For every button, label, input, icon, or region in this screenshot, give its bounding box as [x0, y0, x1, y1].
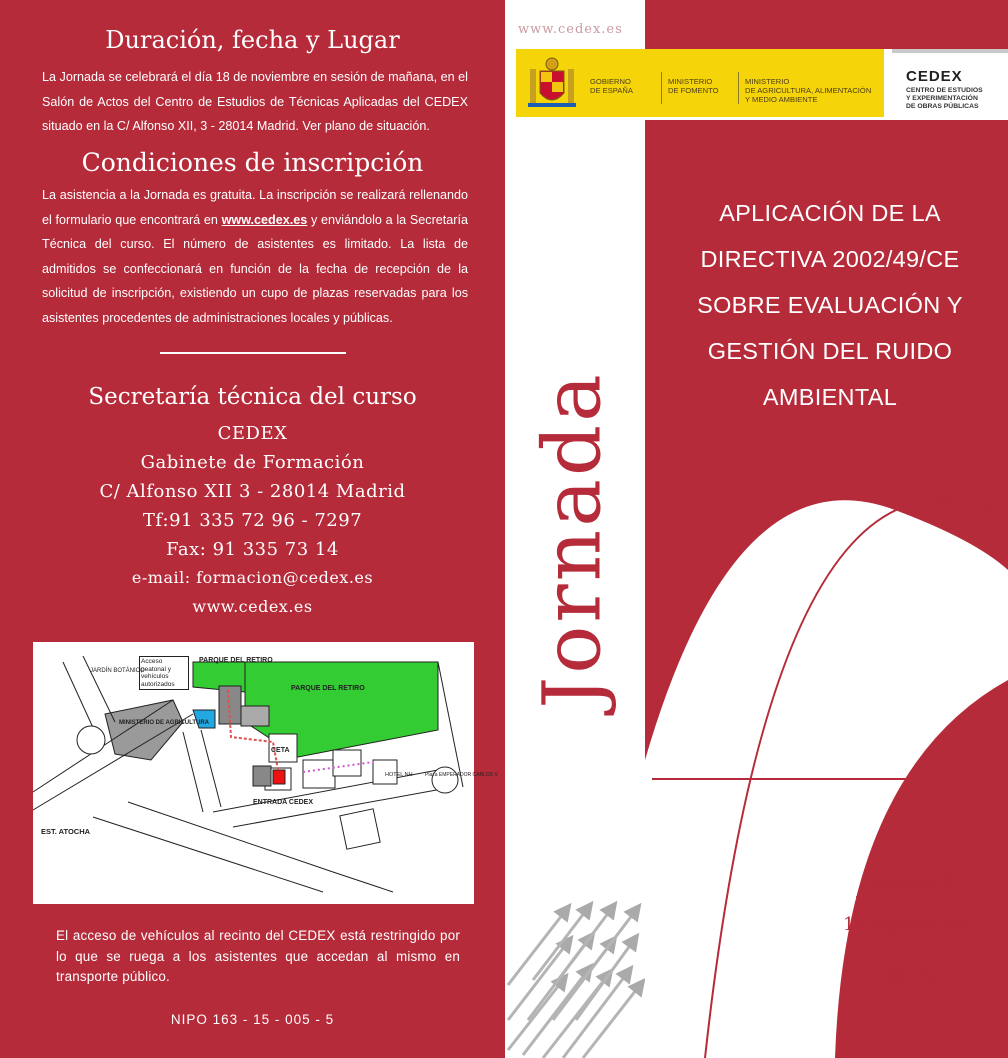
map-label-ministerio: MINISTERIO DE AGRICULTURA — [119, 720, 209, 726]
cedex-link[interactable]: www.cedex.es — [221, 212, 308, 227]
cedex-location-marker — [273, 770, 285, 784]
fomento-line2: DE FOMENTO — [668, 86, 719, 95]
cedex-sub-line1: CENTRO DE ESTUDIOS — [906, 87, 983, 94]
location-map — [33, 642, 498, 904]
divider — [160, 352, 346, 354]
fomento-line1: MINISTERIO — [668, 77, 713, 86]
secretaria-web[interactable]: www.cedex.es — [192, 597, 313, 616]
map-label-ceta: CETA — [271, 747, 290, 754]
secretaria-fax: Fax: 91 335 73 14 — [166, 539, 339, 560]
map-label-hotel: HOTEL NH — [385, 772, 413, 778]
agricultura-line3: Y MEDIO AMBIENTE — [745, 95, 818, 104]
horizontal-rule — [652, 778, 1008, 780]
event-date: 18 Noviembre — [843, 914, 973, 935]
logo-separator — [738, 72, 739, 104]
ministry-building — [105, 700, 183, 760]
event-city: Madrid — [869, 870, 951, 894]
map-label-jardin: JARDÍN BOTÁNICO — [90, 668, 145, 674]
secretaria-dept: Gabinete de Formación — [140, 452, 365, 473]
map-label-entrada: ENTRADA CEDEX — [253, 799, 314, 806]
strip-url[interactable]: www.cedex.es — [518, 22, 623, 37]
inscripcion-text-part2: y enviándolo a la Secretaría Técnica del curso. El número de asistentes es limitado. La lista de admitidos se confeccionará en función de la fecha de recepción de la solicitud de inscripción, existiendo un cupo de plazas reservadas para los asistentes procedentes de administraciones locales y públicas. — [42, 212, 468, 325]
event-title-line4: GESTIÓN DEL RUIDO — [707, 338, 953, 364]
cedex-sub-line2: Y EXPERIMENTACIÓN — [906, 95, 978, 102]
arrows-decoration — [508, 880, 648, 1058]
cedex-sub-line3: DE OBRAS PÚBLICAS — [906, 103, 979, 110]
inscripcion-text-part1: La asistencia a la Jornada es gratuita. La inscripción se realizará rellenando el formulario que encontrará en — [42, 188, 468, 227]
gobierno-text — [590, 77, 633, 95]
secretaria-phone: Tf:91 335 72 96 - 7297 — [142, 510, 363, 531]
secretaria-email[interactable]: e-mail: formacion@cedex.es — [131, 568, 374, 587]
agricultura-text — [745, 77, 871, 104]
event-year: 2015 — [883, 966, 937, 988]
map-label-plaza: Plaza EMPERADOR CARLOS V — [425, 772, 498, 778]
map-label-atocha: EST. ATOCHA — [41, 827, 91, 836]
secretaria-address: C/ Alfonso XII 3 - 28014 Madrid — [99, 481, 406, 502]
fomento-text — [668, 77, 719, 95]
section-duracion-title: Duración, fecha y Lugar — [105, 26, 400, 54]
section-inscripcion-title: Condiciones de inscripción — [81, 148, 424, 177]
event-title-line5: AMBIENTAL — [762, 384, 898, 410]
cedex-logo: CEDEX — [906, 68, 963, 85]
event-title-line1: APLICACIÓN DE LA — [719, 200, 941, 226]
event-title-line3: SOBRE EVALUACIÓN Y — [697, 292, 963, 318]
section-duracion-text: La Jornada se celebrará el día 18 de noviembre en sesión de mañana, en el Salón de Actos del Centro de Estudios de Técnicas Aplicadas del CEDEX situado en la C/ Alfonso XII, 3 - 28014 Madrid. Ver plano de situación. — [42, 70, 468, 133]
city-underline — [856, 896, 948, 897]
gobierno-line1: GOBIERNO — [590, 77, 631, 86]
logo-separator — [661, 72, 662, 104]
map-label-parque2: PARQUE DEL RETIRO — [291, 685, 365, 692]
coat-of-arms-icon — [524, 55, 580, 111]
secretaria-title: Secretaría técnica del curso — [88, 384, 417, 410]
event-title — [660, 190, 1000, 420]
secretaria-org: CEDEX — [217, 423, 288, 444]
map-label-parque1: PARQUE DEL RETIRO — [199, 657, 273, 664]
agricultura-line2: DE AGRICULTURA, ALIMENTACIÓN — [745, 86, 872, 95]
gobierno-line2: DE ESPAÑA — [590, 86, 633, 95]
vehicle-access-note: El acceso de vehículos al recinto del CEDEX está restringido por lo que se ruega a los asistentes que accedan al mismo en transporte público. — [56, 928, 460, 984]
agricultura-line1: MINISTERIO — [745, 77, 790, 86]
event-title-line2: DIRECTIVA 2002/49/CE — [700, 246, 960, 272]
jornada-vertical-title: Jornada — [525, 371, 619, 709]
cedex-subtitle — [906, 87, 983, 111]
map-label-acceso: Acceso peatonal y vehículos autorizados — [139, 656, 189, 690]
section-inscripcion-text — [42, 183, 468, 330]
nipo-code: NIPO 163 - 15 - 005 - 5 — [170, 1012, 335, 1027]
